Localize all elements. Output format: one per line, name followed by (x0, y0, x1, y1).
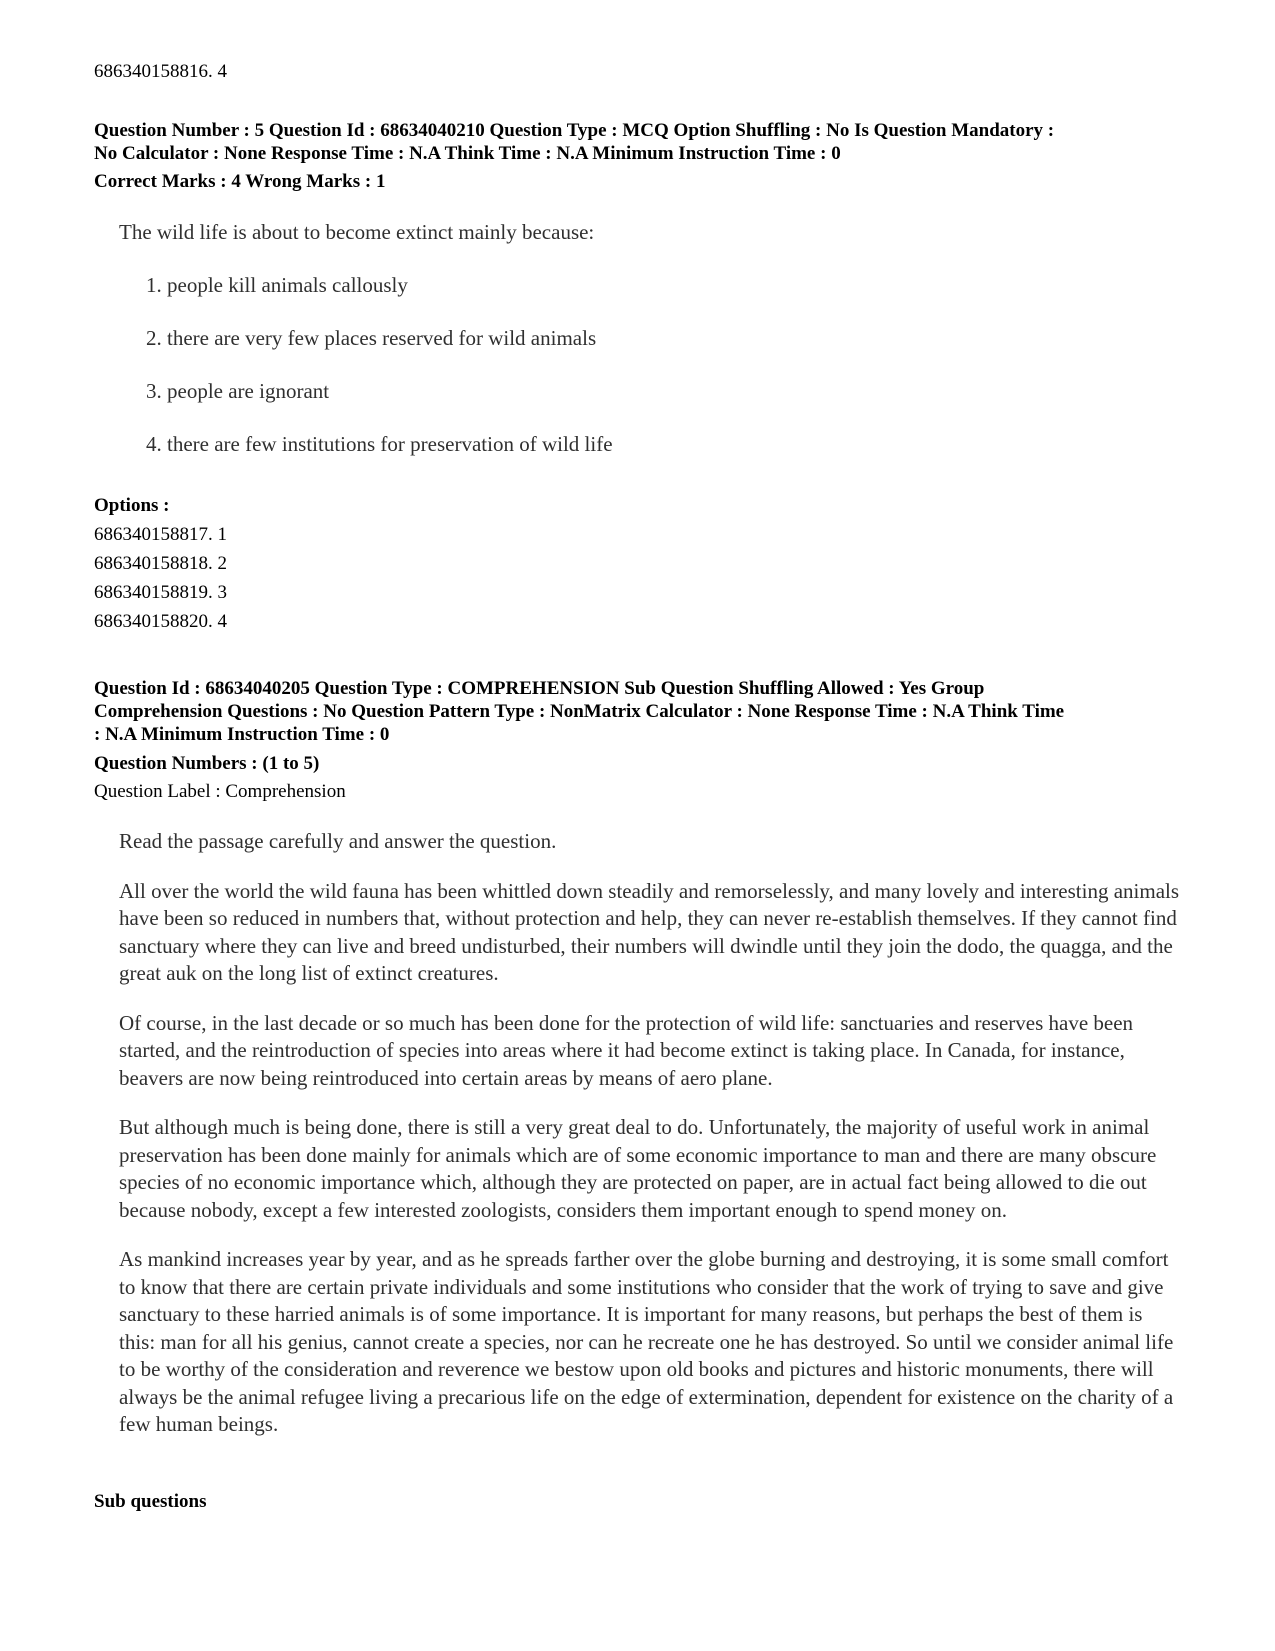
comprehension-header-line2: Comprehension Questions : No Question Pattern Type : NonMatrix Calculator : None Response Time : N.A Think Time (94, 701, 1065, 722)
passage-paragraph-2: Of course, in the last decade or so much has been done for the protection of wild life: sanctuaries and reserves have been started, and the reintroduction of species into areas where it had become extinct is taking place. In Canada, for instance, beavers are now being reintroduced into certain areas by means of aero plane. (119, 1010, 1134, 1090)
previous-option-line: 686340158816. 4 (94, 61, 227, 82)
question5-header-line2: No Calculator : None Response Time : N.A Think Time : N.A Minimum Instruction Time : 0 (94, 143, 841, 164)
comprehension-passage (119, 828, 1182, 1439)
question5-choice-1: 1. people kill animals callously (146, 273, 408, 297)
question5-choice-4: 4. there are few institutions for preservation of wild life (146, 432, 613, 456)
options-list (94, 520, 227, 636)
question5-choice-2: 2. there are very few places reserved for wild animals (146, 326, 597, 350)
passage-paragraph-1: All over the world the wild fauna has been whittled down steadily and remorselessly, and many lovely and interesting animals have been so reduced in numbers that, without protection and help, they can never re-establish themselves. If they cannot find sanctuary where they can live and breed undisturbed, their numbers will dwindle until they join the dodo, the quagga, and the great auk on the long list of extinct creatures. (119, 878, 1180, 985)
passage-intro: Read the passage carefully and answer the question. (119, 829, 557, 853)
option-item: 686340158820. 4 (94, 611, 227, 632)
sub-questions-label: Sub questions (94, 1491, 207, 1512)
question5-choice-3: 3. people are ignorant (146, 379, 330, 403)
options-label: Options : (94, 495, 170, 516)
question5-header-line1: Question Number : 5 Question Id : 68634040210 Question Type : MCQ Option Shuffling : No Is Question Mandatory : (94, 120, 1055, 141)
question5-stem: The wild life is about to become extinct mainly because: (119, 220, 595, 244)
comprehension-question-label: Question Label : Comprehension (94, 781, 346, 802)
option-item: 686340158818. 2 (94, 553, 227, 574)
comprehension-header-line1: Question Id : 68634040205 Question Type : COMPREHENSION Sub Question Shuffling Allowed : Yes Group (94, 678, 985, 699)
passage-paragraph-3: But although much is being done, there is still a very great deal to do. Unfortunately, the majority of useful work in animal preservation has been done mainly for animals which are of some economic importance to man and there are many obscure species of no economic importance which, although they are protected on paper, are in actual fact being allowed to die out because nobody, except a few interested zoologists, considers them important enough to spend money on. (119, 1115, 1157, 1222)
comprehension-header-line3: : N.A Minimum Instruction Time : 0 (94, 724, 390, 745)
question5-marks: Correct Marks : 4 Wrong Marks : 1 (94, 171, 386, 192)
option-item: 686340158819. 3 (94, 582, 227, 603)
comprehension-question-numbers: Question Numbers : (1 to 5) (94, 753, 320, 774)
option-item: 686340158817. 1 (94, 524, 227, 545)
passage-paragraph-4: As mankind increases year by year, and as he spreads farther over the globe burning and destroying, it is some small comfort to know that there are certain private individuals and some institutions who consider that the work of trying to save and give sanctuary to these harried animals is of some importance. It is important for many reasons, but perhaps the best of them is this: man for all his genius, cannot create a species, nor can he recreate one he has destroyed. So until we consider animal life to be worthy of the consideration and reverence we bestow upon old books and pictures and historic monuments, there will always be the animal refugee living a precarious life on the edge of extermination, dependent for existence on the charity of a few human beings. (119, 1247, 1174, 1436)
